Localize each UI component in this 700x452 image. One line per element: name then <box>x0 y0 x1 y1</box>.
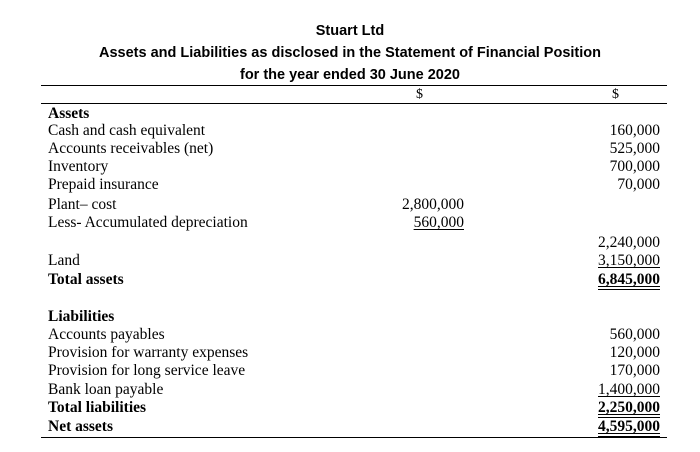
currency-right-column: $ <box>612 87 619 102</box>
receivables-value: 525,000 <box>609 140 660 157</box>
bank-loan-value: 1,400,000 <box>598 381 660 398</box>
inventory-value: 700,000 <box>609 158 660 175</box>
net-assets-label: Net assets <box>48 418 113 435</box>
table-bottom-rule <box>41 437 667 438</box>
cash-label: Cash and cash equivalent <box>48 122 206 139</box>
warranty-provision-label: Provision for warranty expenses <box>48 344 249 361</box>
accumulated-depreciation-label: Less- Accumulated depreciation <box>48 214 248 231</box>
total-assets-label: Total assets <box>48 271 124 288</box>
long-service-leave-value: 170,000 <box>609 362 660 379</box>
currency-mid-column: $ <box>416 87 423 102</box>
liabilities-heading: Liabilities <box>48 308 115 325</box>
prepaid-insurance-label: Prepaid insurance <box>48 176 159 193</box>
accounts-payable-value: 560,000 <box>609 326 660 343</box>
land-label: Land <box>48 252 80 269</box>
long-service-leave-label: Provision for long service leave <box>48 362 246 379</box>
warranty-provision-value: 120,000 <box>609 344 660 361</box>
statement-period: for the year ended 30 June 2020 <box>239 67 460 83</box>
accumulated-depreciation-value: 560,000 <box>413 214 464 231</box>
total-liabilities-value: 2,250,000 <box>598 399 660 416</box>
header-top-rule <box>41 85 667 86</box>
prepaid-insurance-value: 70,000 <box>617 176 660 193</box>
plant-cost-value: 2,800,000 <box>402 196 464 213</box>
net-assets-value: 4,595,000 <box>598 418 660 435</box>
land-value: 3,150,000 <box>598 252 660 269</box>
header-bottom-rule <box>41 103 667 104</box>
accounts-payable-label: Accounts payables <box>48 326 165 343</box>
total-assets-value: 6,845,000 <box>598 271 660 288</box>
plant-cost-label: Plant– cost <box>48 196 117 213</box>
cash-value: 160,000 <box>609 122 660 139</box>
company-name: Stuart Ltd <box>315 23 385 39</box>
bank-loan-label: Bank loan payable <box>48 381 164 398</box>
statement-title: Assets and Liabilities as disclosed in the Statement of Financial Position <box>99 45 601 61</box>
total-liabilities-label: Total liabilities <box>48 399 147 416</box>
net-plant-value: 2,240,000 <box>598 234 660 251</box>
assets-heading: Assets <box>48 105 90 122</box>
inventory-label: Inventory <box>48 158 109 175</box>
receivables-label: Accounts receivables (net) <box>48 140 214 157</box>
